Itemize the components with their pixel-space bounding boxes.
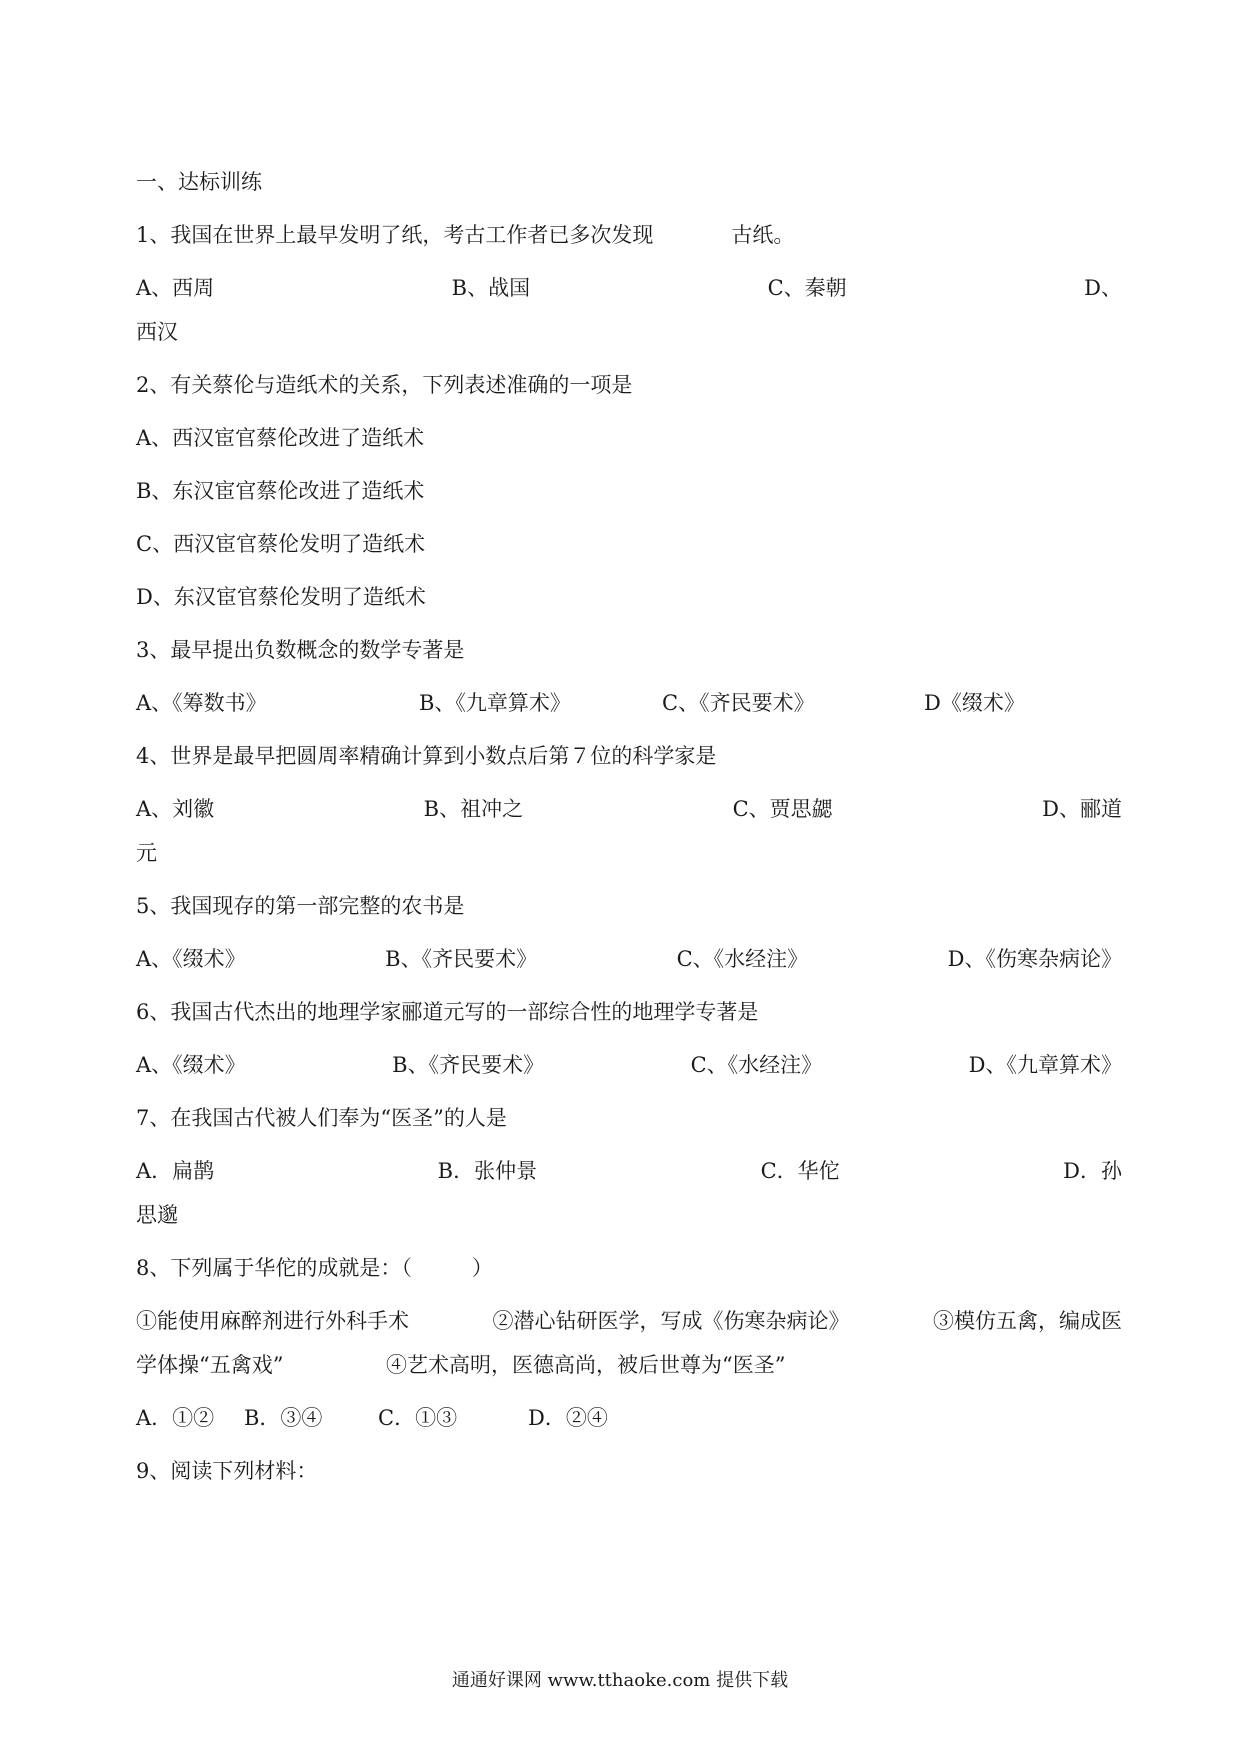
statement-4: ④艺术高明，医德高尚，被后世尊为“医圣”: [386, 1353, 786, 1377]
option-c: C．华佗: [760, 1159, 840, 1183]
question-2-option-b: B、东汉宦官蔡伦改进了造纸术: [136, 479, 425, 503]
statement-3-wrap: 学体操“五禽戏”: [136, 1353, 284, 1377]
option-d: D、: [1084, 276, 1122, 300]
question-2-stem: 2、有关蔡伦与造纸术的关系，下列表述准确的一项是: [136, 373, 633, 397]
option-c: C、贾思勰: [732, 797, 833, 821]
question-1-option-wrap: 西汉: [136, 320, 178, 344]
question-1-options: [136, 273, 1122, 303]
question-8-statements: [136, 1306, 1122, 1336]
statement-3: ③模仿五禽，编成医: [933, 1309, 1122, 1333]
option-d: D．②④: [528, 1406, 608, 1430]
question-7-options: [136, 1156, 1122, 1186]
option-a: A、《缀术》: [136, 1053, 246, 1077]
question-2-option-a: A、西汉宦官蔡伦改进了造纸术: [136, 426, 425, 450]
option-a: A．①②: [136, 1406, 215, 1430]
option-b: B、祖冲之: [423, 797, 524, 821]
question-8-stem-before: 8、下列属于华佗的成就是：（: [136, 1256, 412, 1280]
option-a: A、西周: [136, 276, 215, 300]
statement-2: ②潜心钻研医学，写成《伤寒杂病论》: [492, 1309, 850, 1333]
question-1-stem-after: 古纸。: [731, 223, 795, 247]
question-8-stem-after: ）: [471, 1256, 493, 1280]
option-c: C、《水经注》: [676, 947, 809, 971]
question-9-stem: 9、阅读下列材料：: [136, 1459, 318, 1483]
question-6-options: [136, 1050, 1122, 1080]
question-1-stem-before: 1、我国在世界上最早发明了纸，考古工作者已多次发现: [136, 223, 654, 247]
question-5-stem: 5、我国现存的第一部完整的农书是: [136, 894, 465, 918]
question-5-options: [136, 944, 1122, 974]
question-7-stem: 7、在我国古代被人们奉为“医圣”的人是: [136, 1106, 507, 1130]
option-b: B、《九章算术》: [419, 691, 571, 715]
option-d: D、《九章算术》: [968, 1053, 1122, 1077]
option-b: B．张仲景: [437, 1159, 538, 1183]
option-a: A、《缀术》: [136, 947, 246, 971]
option-d: D、《伤寒杂病论》: [947, 947, 1122, 971]
option-d: D．孙: [1063, 1159, 1122, 1183]
question-4-options: [136, 794, 1122, 824]
option-d: D、郦道: [1042, 797, 1122, 821]
option-c: C、《齐民要术》: [662, 691, 815, 715]
option-b: B、《齐民要术》: [392, 1053, 545, 1077]
option-a: A、《筹数书》: [136, 691, 267, 715]
question-8-stem: [136, 1253, 1122, 1283]
statement-1: ①能使用麻醉剂进行外科手术: [136, 1309, 409, 1333]
question-2-option-c: C、西汉宦官蔡伦发明了造纸术: [136, 532, 426, 556]
option-c: C、《水经注》: [690, 1053, 823, 1077]
question-4-stem: 4、世界是最早把圆周率精确计算到小数点后第７位的科学家是: [136, 744, 717, 768]
question-3-stem: 3、最早提出负数概念的数学专著是: [136, 638, 465, 662]
question-2-option-d: D、东汉宦官蔡伦发明了造纸术: [136, 585, 426, 609]
option-c: C．①③: [378, 1406, 458, 1430]
option-b: B．③④: [244, 1406, 323, 1430]
question-6-stem: 6、我国古代杰出的地理学家郦道元写的一部综合性的地理学专著是: [136, 1000, 759, 1024]
option-d: D《缀术》: [924, 691, 1025, 715]
option-c: C、秦朝: [767, 276, 847, 300]
option-b: B、战国: [451, 276, 531, 300]
question-7-option-wrap: 思邈: [136, 1203, 178, 1227]
question-4-option-wrap: 元: [136, 841, 157, 865]
option-b: B、《齐民要术》: [385, 947, 538, 971]
option-a: A．扁鹊: [136, 1159, 215, 1183]
question-1-stem: [136, 220, 1122, 250]
option-a: A、刘徽: [136, 797, 215, 821]
page-footer: 通通好课网 www.tthaoke.com 提供下载: [451, 1670, 789, 1691]
section-title: 一、达标训练: [136, 170, 262, 194]
